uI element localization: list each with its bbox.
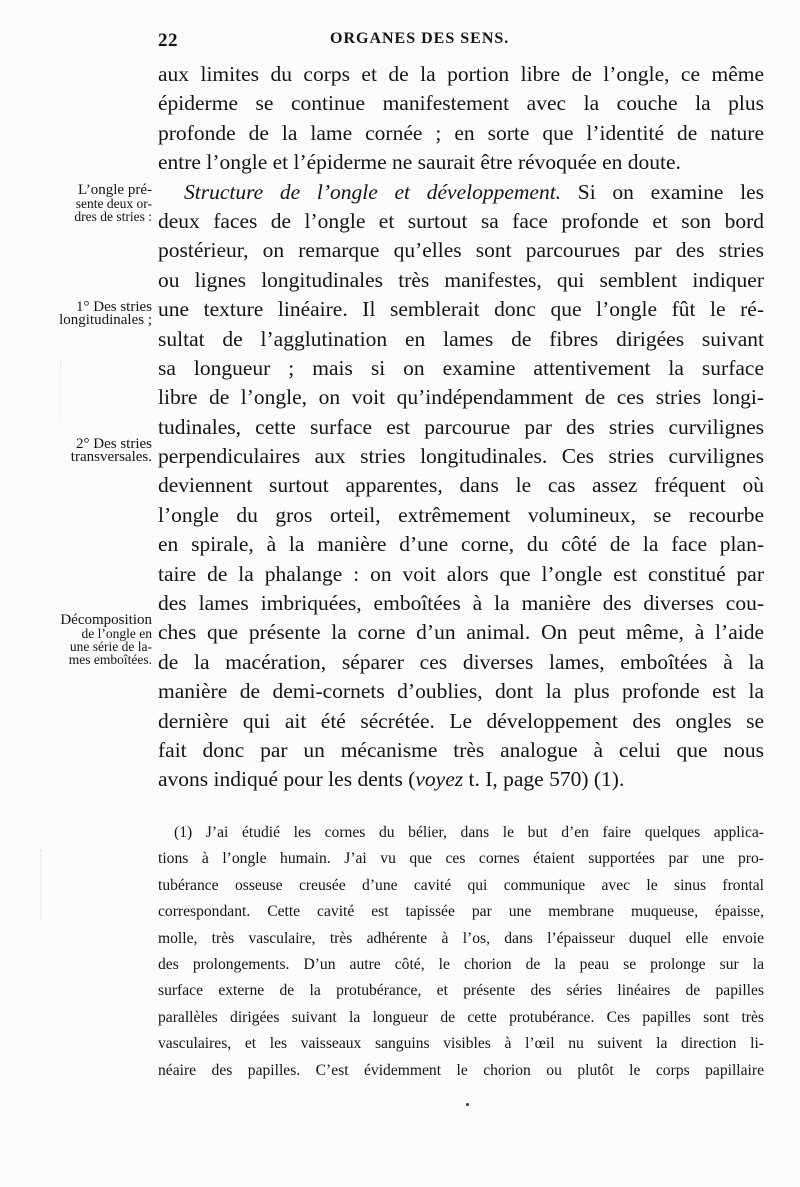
footnote	[158, 820, 764, 1084]
text-line: manière de demi-cornets d’oublies, dont la plus profonde est la	[158, 679, 764, 704]
final-line-start: avons indiqué pour les dents (	[158, 767, 416, 792]
bleed-through-marks	[60, 360, 151, 420]
margin-note-line: sente deux or-	[75, 196, 152, 211]
footnote-line: tubérance osseuse creusée d’une cavité qui communique avec le sinus frontal	[158, 876, 764, 894]
footnote-line: surface externe de la protubérance, et présente des séries linéaires de papilles	[158, 982, 764, 1000]
margin-note-transverse	[34, 437, 152, 464]
text-line: l’ongle du gros orteil, extrêmement volumineux, se recourbe	[158, 502, 764, 527]
margin-note-line: L’ongle pré-	[77, 182, 152, 198]
text-line: en spirale, à la manière d’une corne, du côté de la face plan-	[158, 532, 764, 557]
section-subheading	[158, 178, 764, 207]
text-line: entre l’ongle et l’épiderme ne saurait être révoquée en doute.	[158, 150, 681, 175]
text-line: profonde de la lame cornée ; en sorte que l’identité de nature	[158, 120, 764, 145]
page-header	[158, 30, 762, 56]
text-line: deux faces de l’ongle et surtout sa face profonde et son bord	[158, 208, 764, 233]
margin-note-line: Décomposition	[60, 612, 152, 628]
margin-note-line: mes emboîtées.	[68, 652, 152, 667]
footnote-line: parallèles dirigées suivant la longueur de cette protubérance. Ces papilles sont très	[158, 1008, 764, 1026]
text-line: dernière qui ait été sécrétée. Le développement des ongles se	[158, 708, 764, 733]
text-line: ou lignes longitudinales très manifestes, qui semblent indiquer	[158, 267, 764, 292]
text-line: une texture linéaire. Il semblerait donc que l’ongle fût le ré-	[158, 297, 764, 322]
text-line: aux limites du corps et de la portion libre de l’ongle, ce même	[158, 62, 764, 86]
footnote-line: des prolongements. D’un autre côté, le chorion de la peau se prolonge sur la	[158, 955, 764, 973]
text-line: des lames imbriquées, emboîtées à la manière des diverses cou-	[158, 591, 764, 616]
text-line: de la macération, séparer ces diverses lames, emboîtées à la	[158, 649, 764, 674]
text-line: tudinales, cette surface est parcourue par des stries curvilignes	[158, 414, 764, 439]
final-line-italic: voyez	[415, 767, 464, 792]
text-line: perpendiculaires aux stries longitudinales. Ces stries curvilignes	[158, 444, 764, 469]
bleed-through-marks-2	[40, 850, 151, 920]
text-line: sa longueur ; mais si on examine attentivement la surface	[158, 355, 764, 380]
margin-note-longitudinal	[34, 300, 152, 327]
footnote-line: tions à l’ongle humain. J’ai vu que ces cornes étaient supportées par une pro-	[158, 850, 764, 868]
margin-note-line: 2° Des stries	[76, 436, 152, 452]
footnote-line: correspondant. Cette cavité est tapissée par une membrane muqueuse, épaisse,	[158, 903, 764, 921]
margin-note-line: dres de stries :	[74, 209, 152, 224]
print-speck	[466, 1103, 469, 1106]
final-line-end: t. I, page 570) (1).	[463, 767, 625, 792]
margin-note-line: longitudinales ;	[59, 312, 152, 328]
margin-note-two-orders	[34, 183, 152, 223]
text-line: taire de la phalange : on voit alors que l’ongle est constitué par	[158, 561, 764, 586]
margin-note-line: 1° Des stries	[76, 299, 152, 315]
text-line: deviennent surtout apparentes, dans le cas assez fréquent où	[158, 473, 764, 498]
running-title: ORGANES DES SENS.	[330, 30, 510, 47]
text-line-final	[158, 765, 764, 794]
text-line: ches que présente la corne d’un animal. On peut même, à l’aide	[158, 620, 764, 645]
margin-note-line: de l’ongle en	[81, 626, 152, 641]
text-line: sultat de l’agglutination en lames de fibres dirigées suivant	[158, 326, 764, 351]
text-line: postérieur, on remarque qu’elles sont parcourues par des stries	[158, 238, 764, 263]
subheading-title: Structure de l’ongle et développement.	[184, 179, 562, 204]
page-number: 22	[158, 30, 178, 51]
footnote-line: molle, très vasculaire, très adhérente à l’os, dans l’épaisseur duquel elle envoie	[158, 929, 764, 947]
text-line: fait donc par un mécanisme très analogue à celui que nous	[158, 737, 764, 762]
footnote-line: (1) J’ai étudié les cornes du bélier, dans le but d’en faire quelques applica-	[174, 824, 764, 841]
margin-note-decomposition	[34, 613, 152, 666]
text-line: épiderme se continue manifestement avec la couche la plus	[158, 91, 764, 116]
main-text	[158, 60, 764, 795]
footnote-line: vasculaires, et les vaisseaux sanguins visibles à l’œil nu suivent la direction li-	[158, 1035, 764, 1053]
text-line: libre de l’ongle, on voit qu’indépendamment de ces stries longi-	[158, 385, 764, 410]
margin-note-line: une série de la-	[69, 639, 152, 654]
margin-note-line: transversales.	[70, 449, 152, 465]
subheading-rest: Si on examine les	[561, 179, 764, 204]
footnote-line: néaire des papilles. C’est évidemment le chorion ou plutôt le corps papillaire	[158, 1061, 764, 1079]
